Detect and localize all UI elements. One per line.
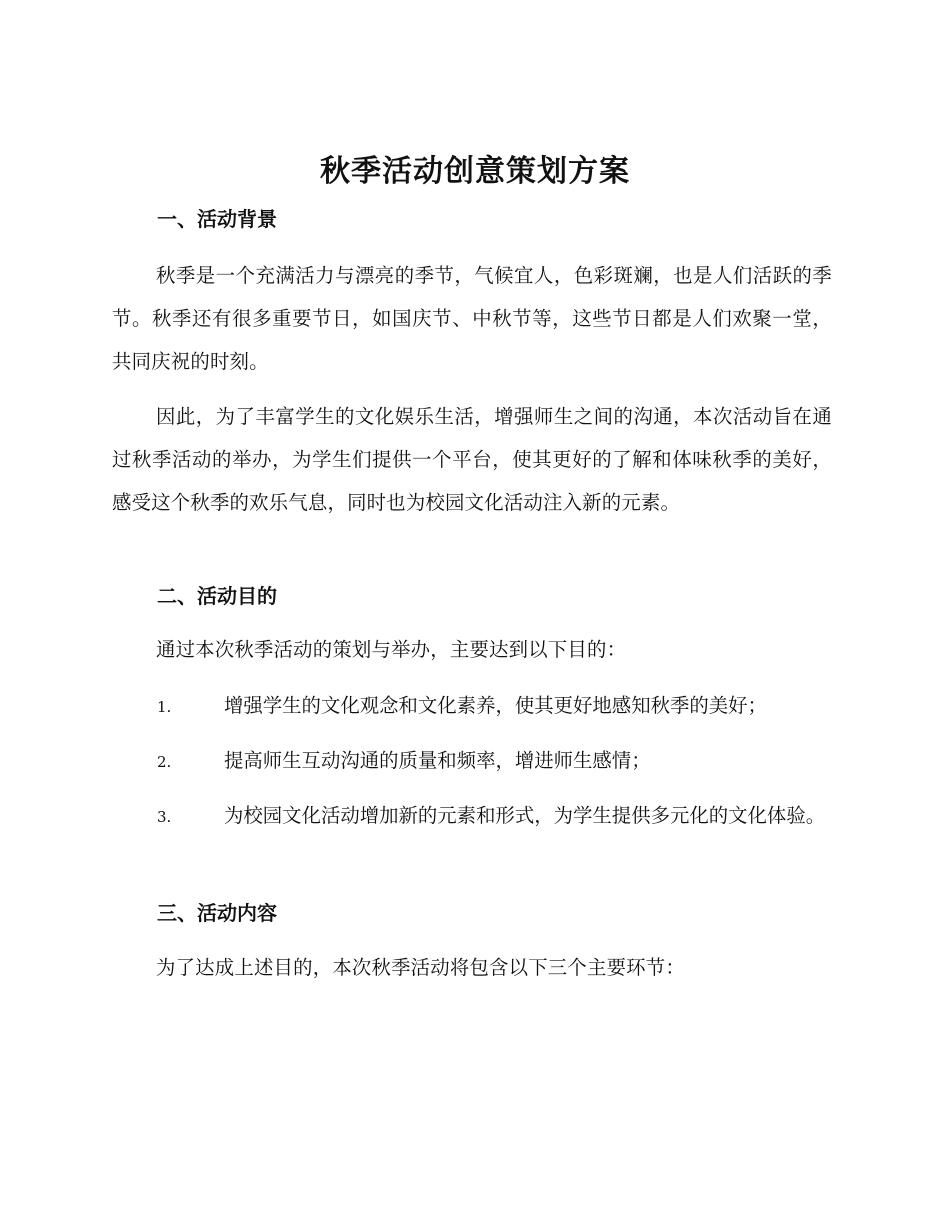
purpose-list-item (112, 794, 832, 839)
section-heading-content: 三、活动内容 (157, 901, 277, 925)
list-number: 1. (157, 698, 172, 716)
list-item-text: 提高师生互动沟通的质量和频率，增进师生感情； (224, 749, 651, 772)
list-number: 2. (157, 753, 172, 771)
purpose-list-item (112, 684, 832, 729)
list-item-text: 增强学生的文化观念和文化素养，使其更好地感知秋季的美好； (224, 694, 767, 717)
background-paragraph-2: 因此，为了丰富学生的文化娱乐生活，增强师生之间的沟通，本次活动旨在通过秋季活动的举办，为学生们提供一个平台，使其更好的了解和体味秋季的美好，感受这个秋季的欢乐气息，同时也为校园文化活动注入新的元素。 (112, 405, 832, 514)
section-heading-background: 一、活动背景 (157, 207, 277, 231)
purpose-intro: 通过本次秋季活动的策划与举办，主要达到以下目的： (156, 638, 627, 661)
content-intro: 为了达成上述目的，本次秋季活动将包含以下三个主要环节： (156, 956, 685, 979)
section-heading-purpose: 二、活动目的 (157, 584, 277, 608)
list-item-text: 为校园文化活动增加新的元素和形式，为学生提供多元化的文化体验。 (224, 804, 826, 827)
background-paragraph-1: 秋季是一个充满活力与漂亮的季节，气候宜人，色彩斑斓，也是人们活跃的季节。秋季还有很多重要节日，如国庆节、中秋节等，这些节日都是人们欢聚一堂，共同庆祝的时刻。 (112, 264, 832, 373)
document-title: 秋季活动创意策划方案 (320, 154, 630, 189)
list-number: 3. (157, 808, 172, 826)
purpose-list-item (112, 739, 832, 784)
